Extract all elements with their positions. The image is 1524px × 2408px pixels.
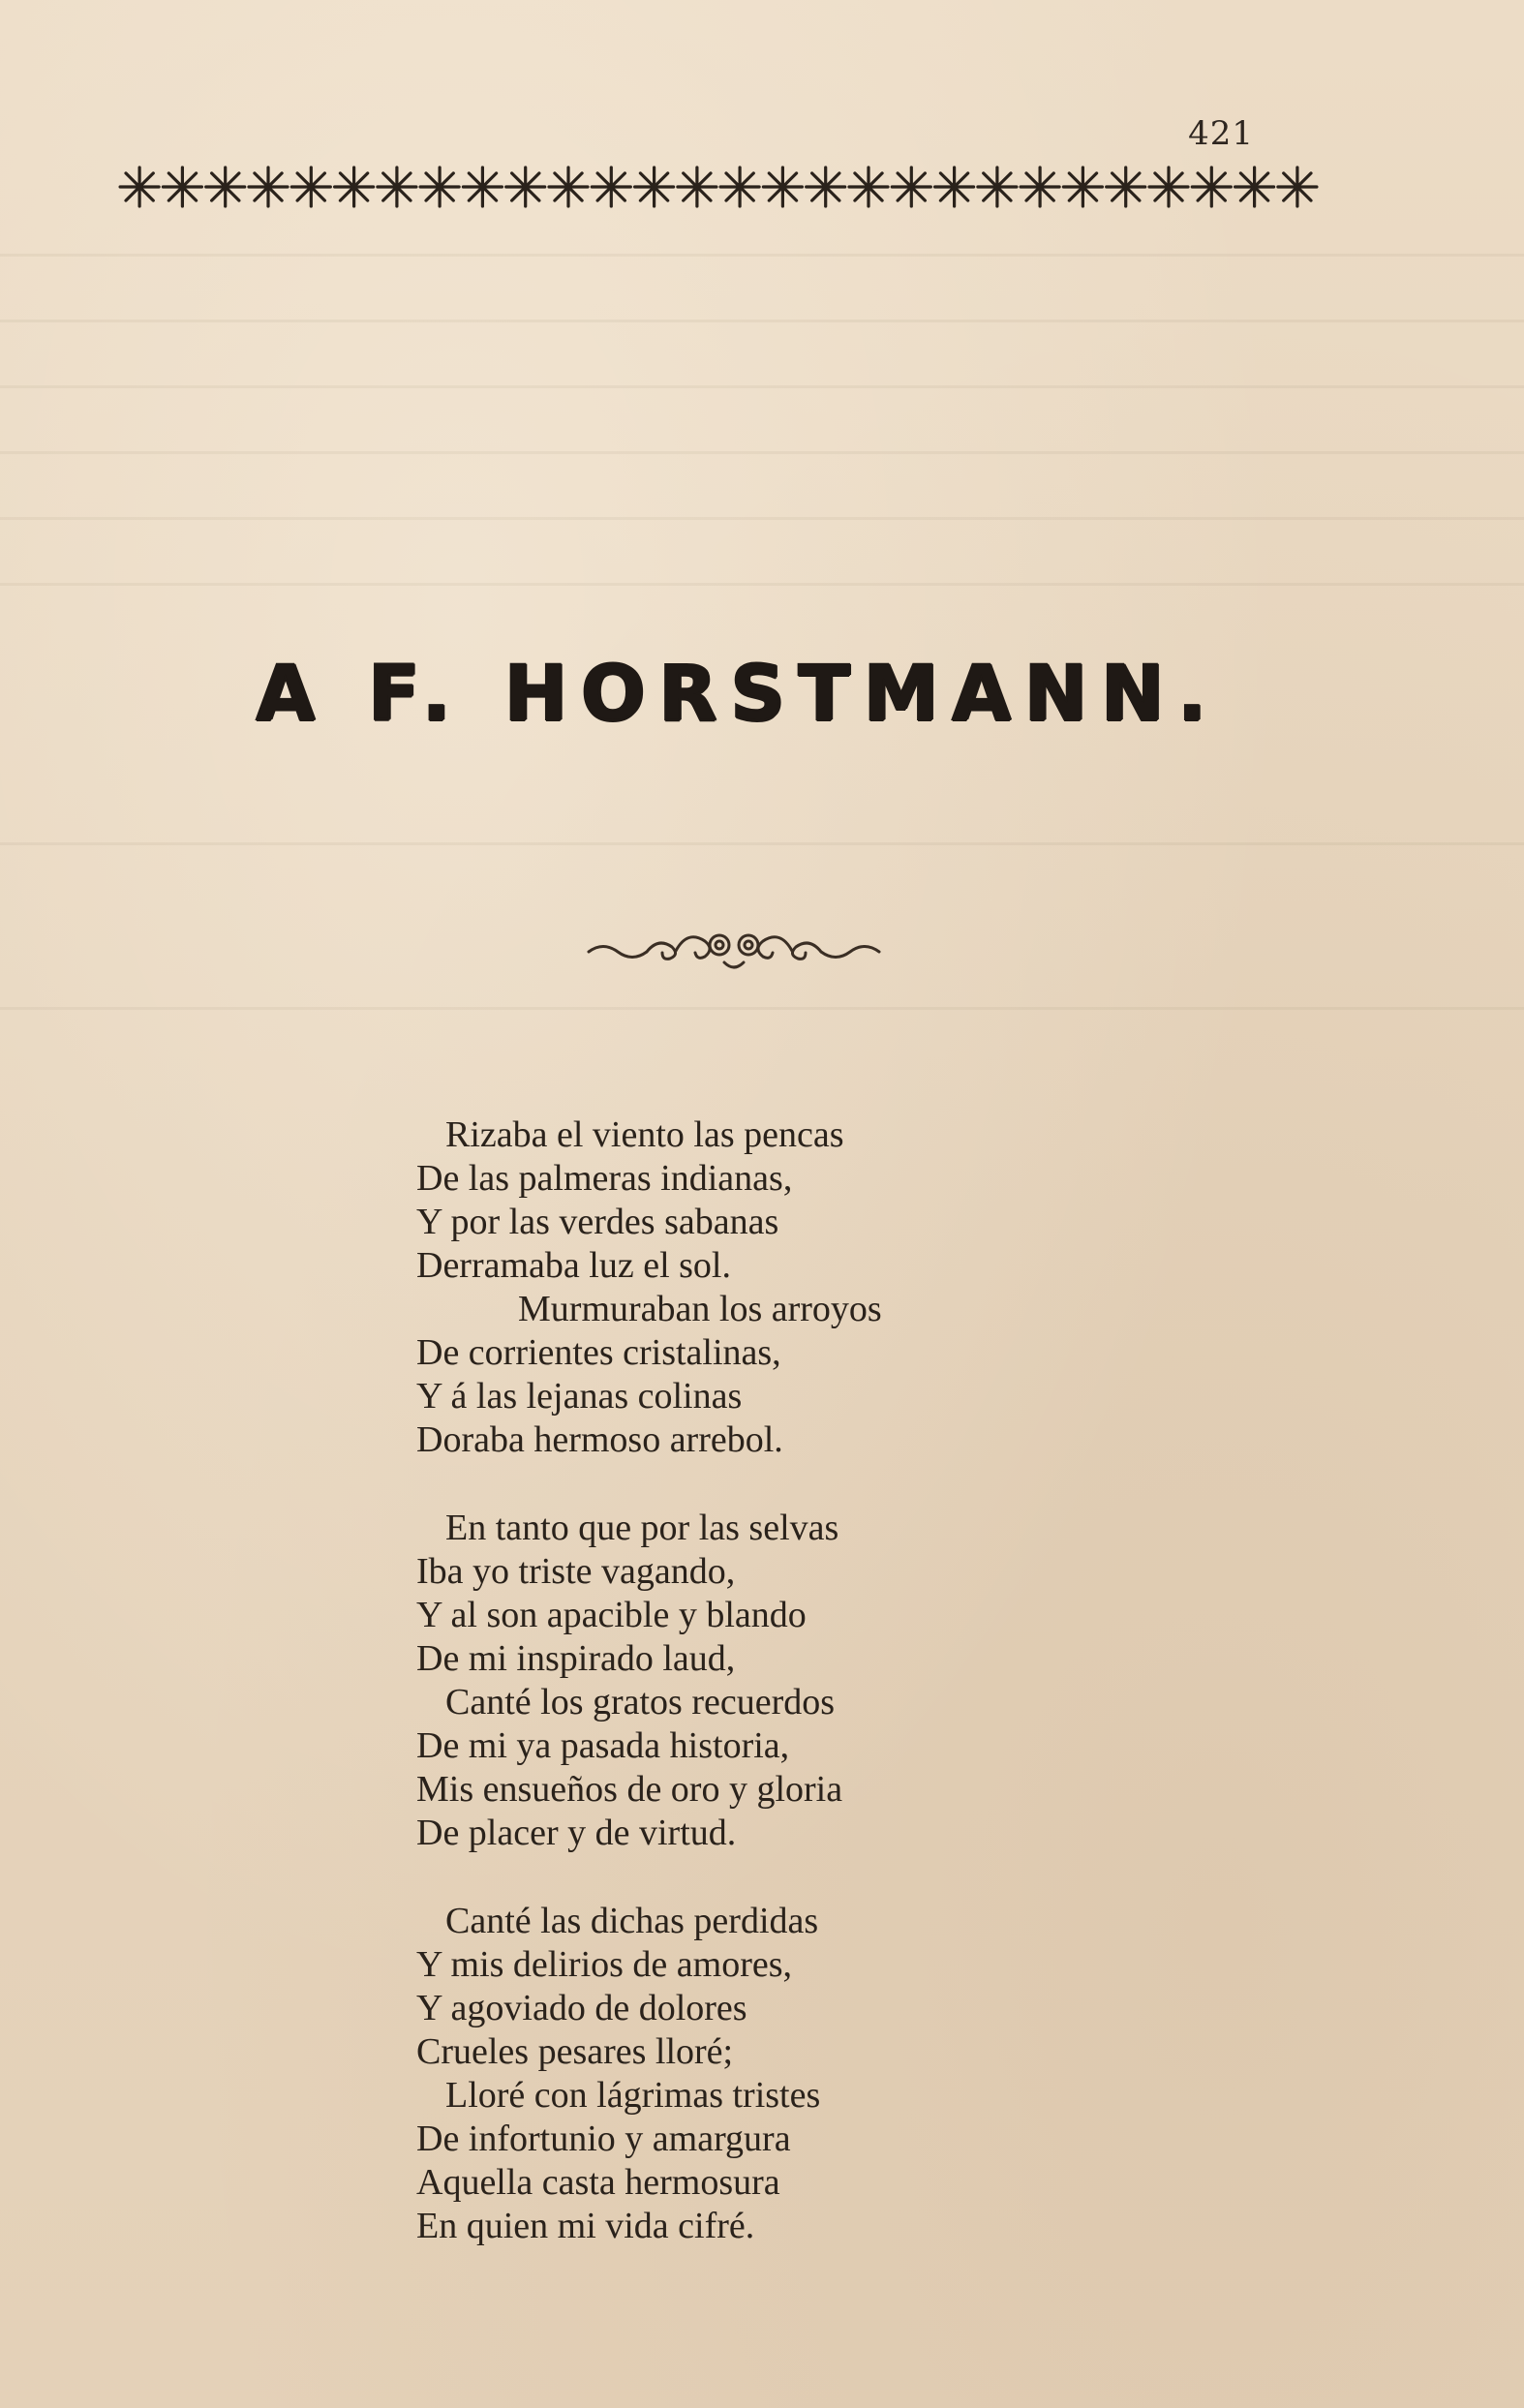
asterisk-ornament — [1063, 168, 1102, 206]
asterisk-ornament — [763, 168, 802, 206]
show-through-line — [0, 842, 1524, 845]
asterisk-ornament — [978, 168, 1017, 206]
poem-line: Mis ensueños de oro y gloria — [416, 1769, 843, 1810]
asterisk-ornament — [463, 168, 502, 206]
asterisk-ornament — [592, 168, 630, 206]
show-through-line — [0, 320, 1524, 322]
asterisk-ornament — [849, 168, 888, 206]
asterisk-ornament — [420, 168, 459, 206]
poem-line: De mi ya pasada historia, — [416, 1725, 790, 1766]
show-through-line — [0, 1007, 1524, 1010]
stanza-2 — [416, 1507, 1094, 1855]
scroll-flourish-icon — [579, 920, 889, 978]
asterisk-ornament — [1149, 168, 1188, 206]
asterisk-ornament — [678, 168, 716, 206]
poem-line: De corrientes cristalinas, — [416, 1332, 781, 1373]
asterisk-border-icon — [118, 163, 1319, 211]
poem-title: A F. HORSTMANN. — [256, 651, 1220, 738]
show-through-line — [0, 451, 1524, 454]
asterisk-ornament — [807, 168, 845, 206]
asterisk-ornament — [291, 168, 330, 206]
poem-line: Y por las verdes sabanas — [416, 1202, 779, 1242]
poem-line: Derramaba luz el sol. — [416, 1245, 731, 1286]
poem-line: Y mis delirios de amores, — [416, 1944, 793, 1985]
asterisk-ornament — [1021, 168, 1059, 206]
show-through-line — [0, 385, 1524, 388]
poem-line: Lloré con lágrimas tristes — [445, 2075, 821, 2116]
asterisk-ornament — [378, 168, 416, 206]
show-through-line — [0, 583, 1524, 586]
poem-line: Crueles pesares lloré; — [416, 2031, 734, 2072]
show-through-line — [0, 517, 1524, 520]
poem-line: Y á las lejanas colinas — [416, 1376, 743, 1417]
asterisk-ornament — [335, 168, 374, 206]
poem-line: Doraba hermoso arrebol. — [416, 1419, 783, 1460]
asterisk-ornament — [506, 168, 545, 206]
asterisk-ornament — [249, 168, 288, 206]
asterisk-ornament — [635, 168, 674, 206]
asterisk-ornament — [720, 168, 759, 206]
poem-line: De mi inspirado laud, — [416, 1638, 736, 1679]
stanza-1 — [416, 1113, 1094, 1462]
asterisk-ornament — [163, 168, 201, 206]
poem-line: En quien mi vida cifré. — [416, 2206, 755, 2246]
poem-line: Aquella casta hermosura — [416, 2162, 780, 2203]
asterisk-ornament — [935, 168, 974, 206]
stanza-3 — [416, 1900, 1094, 2248]
poem-line: De las palmeras indianas, — [416, 1158, 793, 1199]
show-through-line — [0, 254, 1524, 257]
poem-line: En tanto que por las selvas — [445, 1508, 839, 1548]
poem-line: Canté las dichas perdidas — [445, 1901, 819, 1941]
poem-line: Rizaba el viento las pencas — [445, 1114, 844, 1155]
poem-body — [416, 1113, 1094, 2248]
poem-line: Canté los gratos recuerdos — [445, 1682, 836, 1722]
asterisk-ornament — [1278, 168, 1317, 206]
asterisk-ornament — [1235, 168, 1274, 206]
poem-line: Y agoviado de dolores — [416, 1988, 747, 2028]
asterisk-ornament — [120, 168, 159, 206]
poem-line: Iba yo triste vagando, — [416, 1551, 736, 1592]
poem-line: Y al son apacible y blando — [416, 1595, 807, 1635]
poem-line: Murmuraban los arroyos — [518, 1289, 882, 1329]
asterisk-ornament — [549, 168, 588, 206]
poem-line: De infortunio y amargura — [416, 2118, 791, 2159]
poem-line: De placer y de virtud. — [416, 1813, 737, 1853]
page-number: 421 — [1188, 114, 1254, 153]
asterisk-ornament — [892, 168, 930, 206]
asterisk-ornament — [206, 168, 245, 206]
asterisk-ornament — [1107, 168, 1145, 206]
asterisk-ornament — [1192, 168, 1231, 206]
